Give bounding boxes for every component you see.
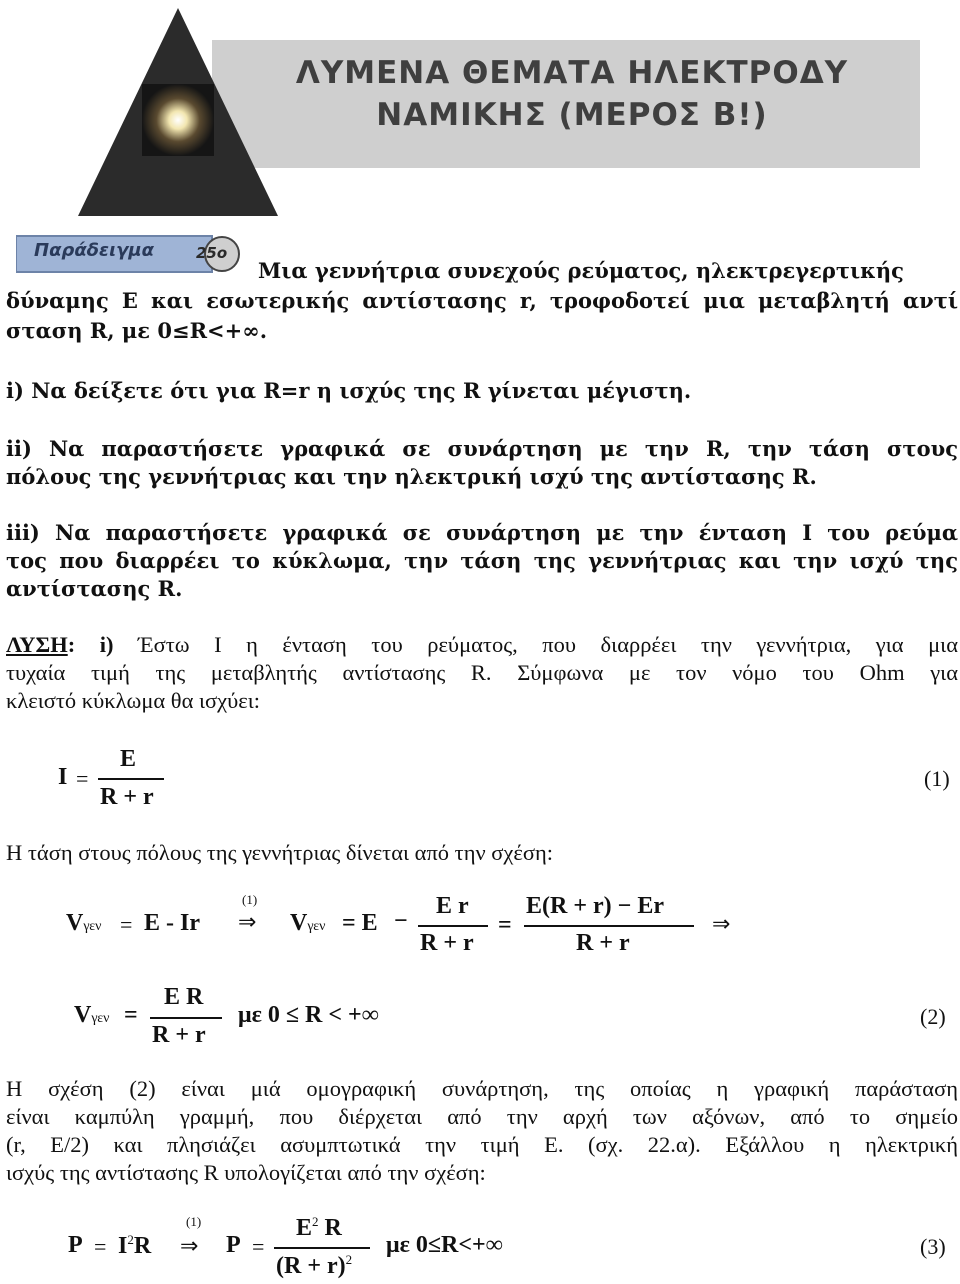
eq3-equals-2: = xyxy=(252,1234,265,1259)
eq3-fraction-bar xyxy=(274,1247,370,1249)
solution-label: ΛΥΣΗ xyxy=(6,632,68,657)
eqv-den1: R + r xyxy=(420,930,474,956)
eq2-denominator: R + r xyxy=(152,1022,206,1048)
eq3-tag: (3) xyxy=(920,1234,946,1259)
solution-part: i) xyxy=(99,632,114,657)
problem-line: σταση R, με 0≤R<+∞. xyxy=(6,318,268,343)
eqv-num1: E r xyxy=(436,893,469,919)
eq1-tag: (1) xyxy=(924,766,950,791)
voltage-intro: Η τάση στους πόλους της γεννήτριας δίνεται από την σχέση: xyxy=(6,840,553,865)
question-3-line: τος που διαρρέει το κύκλωμα, την τάση της γεννήτριας και την ισχύ της xyxy=(6,548,958,573)
eqv-eq3: = xyxy=(498,912,512,938)
question-2-line: ii) Να παραστήσετε γραφικά σε συνάρτηση με την R, την τάση στους xyxy=(6,436,958,461)
eq3-equals: = xyxy=(94,1234,107,1259)
eq3-condition: με 0≤R<+∞ xyxy=(386,1232,503,1258)
paragraph-line: Η σχέση (2) είναι μιά ομογραφική συνάρτηση, της οποίας η γραφική παράσταση xyxy=(6,1076,958,1101)
eqv-fraction-bar-1 xyxy=(418,925,488,927)
implies-icon: ⇒ xyxy=(238,910,257,935)
eq2-V: Vγεν xyxy=(74,1002,110,1028)
eqv-ref: (1) xyxy=(242,892,258,907)
eq1-numerator: E xyxy=(120,746,137,772)
eq1-equals: = xyxy=(76,766,89,791)
paragraph-line: (r, Ε/2) και πλησιάζει ασυμπτωτικά την τιμή Ε. (σχ. 22.α). Εξάλλου η ηλεκτρική xyxy=(6,1132,958,1157)
solution-line: ΛΥΣΗ: i) Έστω Ι η ένταση του ρεύματος, που διαρρέει την γεννήτρια, για μια xyxy=(6,632,958,657)
question-3-line: αντίστασης R. xyxy=(6,576,183,601)
eq2-tag: (2) xyxy=(920,1004,946,1029)
eq3-numerator: $E^2$ R xyxy=(296,1214,342,1241)
eq3-P2: P xyxy=(226,1232,241,1258)
eqv-equals: = xyxy=(120,912,133,937)
question-1: i) Να δείξετε ότι για R=r η ισχύς της R γίνεται μέγιστη. xyxy=(6,378,692,403)
implies-icon: ⇒ xyxy=(712,912,731,937)
eq2-numerator: E R xyxy=(164,984,204,1010)
eq3-ref: (1) xyxy=(186,1214,202,1229)
example-badge-number: 25ο xyxy=(196,244,228,262)
eq2-fraction-bar xyxy=(150,1017,222,1019)
eq3-I2R: $I^2R$ xyxy=(118,1232,152,1259)
eq1-lhs: I xyxy=(58,764,68,790)
eqv-V: Vγεν xyxy=(66,910,102,936)
paragraph-line: ισχύς της αντίστασης R υπολογίζεται από την σχέση: xyxy=(6,1160,486,1185)
question-2-line: πόλους της γεννήτριας και την ηλεκτρική ισχύ της αντίστασης R. xyxy=(6,464,817,489)
example-badge-label: Παράδειγμα xyxy=(34,240,154,261)
eq1-denominator: R + r xyxy=(100,784,154,810)
problem-line: Μια γεννήτρια συνεχούς ρεύματος, ηλεκτρεγερτικής xyxy=(258,258,904,283)
eqv-fraction-bar-2 xyxy=(524,925,694,927)
question-3-line: iii) Να παραστήσετε γραφικά σε συνάρτηση με την ένταση Ι του ρεύμα xyxy=(6,520,958,545)
eqv-eq2: = E xyxy=(342,910,378,936)
eq2-condition: με 0 ≤ R < +∞ xyxy=(238,1002,379,1028)
implies-icon: ⇒ xyxy=(180,1234,199,1259)
eq3-denominator: $(R + r)^2$ xyxy=(276,1252,353,1279)
eqv-minus: − xyxy=(394,908,408,934)
eqv-V2: Vγεν xyxy=(290,910,326,936)
eq2-equals: = xyxy=(124,1002,138,1028)
solution-line: κλειστό κύκλωμα θα ισχύει: xyxy=(6,688,261,713)
page-title-line1: ΛΥΜΕΝΑ ΘΕΜΑΤΑ ΗΛΕΚΤΡΟΔΥ xyxy=(295,55,849,91)
eqv-num2: E(R + r) − Er xyxy=(526,893,664,919)
paragraph-line: είναι καμπύλη γραμμή, που διέρχεται από την αρχή των αξόνων, από το σημείο xyxy=(6,1104,958,1129)
solution-line: τυχαία τιμή της μεταβλητής αντίστασης R. Σύμφωνα με τον νόμο του Ohm για xyxy=(6,660,958,685)
page-title xyxy=(222,52,922,136)
eq1-fraction-bar xyxy=(98,778,164,780)
eqv-den2: R + r xyxy=(576,930,630,956)
eqv-rhs1: E - Ir xyxy=(144,910,200,936)
page-title-line2: ΝΑΜΙΚΗΣ (ΜΕΡΟΣ Β!) xyxy=(376,97,768,133)
solution-text: Έστω Ι η ένταση του ρεύματος, που διαρρέει την γεννήτρια, για μια xyxy=(138,632,958,657)
problem-line: δύναμης Ε και εσωτερικής αντίστασης r, τροφοδοτεί μια μεταβλητή αντί xyxy=(6,288,958,313)
eq3-lhs: P xyxy=(68,1232,83,1258)
